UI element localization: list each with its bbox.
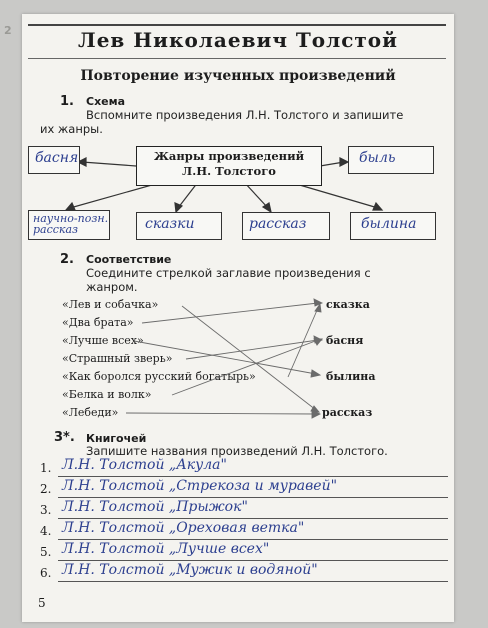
row-number: 1.	[40, 461, 52, 475]
genre-label-2: басня	[326, 334, 364, 347]
page-subtitle: Повторение изученных произведений	[80, 68, 396, 84]
row-number: 6.	[40, 566, 52, 580]
writing-line	[58, 539, 448, 540]
genre-answer-6: былина	[361, 216, 417, 232]
task1-title: Схема	[86, 95, 126, 108]
genre-answer-3: научно-позн. рассказ	[33, 212, 109, 236]
task2-instruction-line2: жанром.	[86, 280, 138, 294]
work-5: «Как боролся русский богатырь»	[62, 370, 256, 383]
task3-title: Книгочей	[86, 432, 147, 445]
center-box-line2: Л.Н. Толстого	[182, 164, 276, 178]
workbook-page	[22, 14, 454, 622]
row-answer: Л.Н. Толстой „Прыжок"	[62, 499, 248, 515]
row-number: 4.	[40, 524, 52, 538]
row-answer: Л.Н. Толстой „Акула"	[62, 457, 227, 473]
task1-instruction-line2: их жанры.	[40, 122, 103, 136]
task2-number: 2.	[60, 252, 74, 267]
row-answer: Л.Н. Толстой „Стрекоза и муравей"	[62, 478, 338, 494]
genre-answer-4: сказки	[145, 216, 195, 232]
work-4: «Страшный зверь»	[62, 352, 173, 365]
genre-answer-2: быль	[359, 150, 396, 166]
task1-number: 1.	[60, 94, 74, 109]
genre-label-3: былина	[326, 370, 376, 383]
task3-instruction: Запишите названия произведений Л.Н. Толстого.	[86, 444, 388, 458]
row-number: 3.	[40, 503, 52, 517]
page-number: 5	[38, 596, 46, 610]
genre-answer-1: басня	[35, 150, 79, 166]
work-1: «Лев и собачка»	[62, 298, 159, 311]
row-number: 2.	[40, 482, 52, 496]
row-number: 5.	[40, 545, 52, 559]
writing-line	[58, 497, 448, 498]
work-3: «Лучше всех»	[62, 334, 144, 347]
work-6: «Белка и волк»	[62, 388, 152, 401]
writing-line	[58, 560, 448, 561]
writing-line	[58, 581, 448, 582]
genre-answer-5: рассказ	[249, 216, 307, 232]
previous-page-bleed: 2	[4, 24, 12, 37]
genre-label-4: рассказ	[322, 406, 373, 419]
task1-instruction-line1: Вспомните произведения Л.Н. Толстого и запишите	[86, 108, 404, 122]
row-answer: Л.Н. Толстой „Ореховая ветка"	[62, 520, 305, 536]
work-2: «Два брата»	[62, 316, 134, 329]
center-box-line1: Жанры произведений	[153, 149, 305, 163]
work-7: «Лебеди»	[62, 406, 119, 419]
task2-title: Соответствие	[86, 253, 172, 266]
task3-number: 3*.	[54, 430, 75, 445]
writing-line	[58, 476, 448, 477]
row-answer: Л.Н. Толстой „Мужик и водяной"	[62, 562, 318, 578]
page-title: Лев Николаевич Толстой	[78, 28, 398, 52]
task2-instruction-line1: Соедините стрелкой заглавие произведения с	[86, 266, 371, 280]
genre-label-1: сказка	[326, 298, 370, 311]
writing-line	[58, 518, 448, 519]
row-answer: Л.Н. Толстой „Лучше всех"	[62, 541, 270, 557]
